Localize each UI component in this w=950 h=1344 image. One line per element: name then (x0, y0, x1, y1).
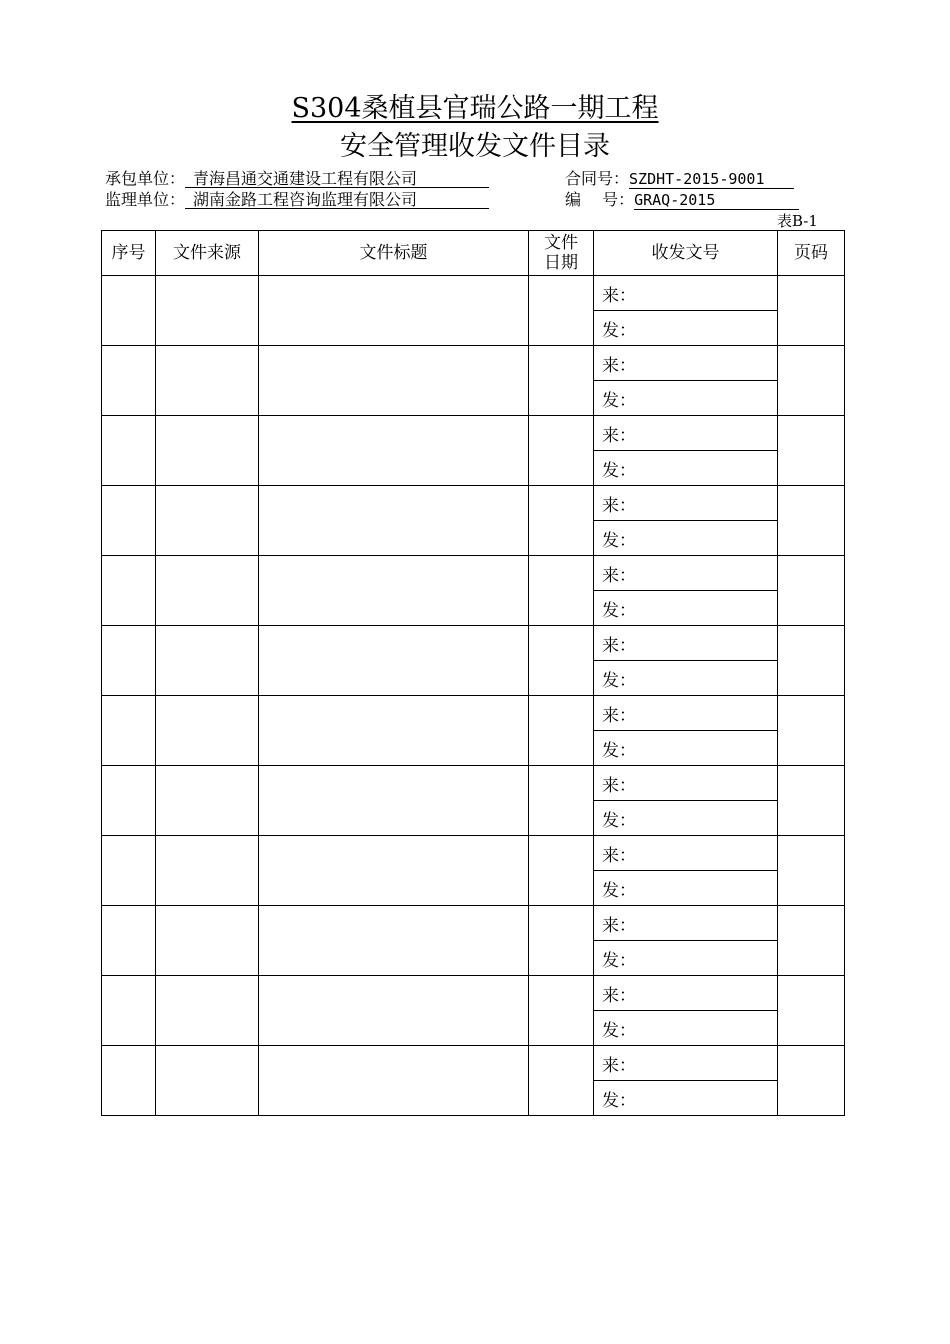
cell-received-no[interactable]: 来： (594, 346, 778, 381)
cell-received-no[interactable]: 来： (594, 906, 778, 941)
cell-date[interactable] (529, 766, 594, 836)
cell-title[interactable] (259, 556, 529, 626)
document-subtitle: 安全管理收发文件目录 (340, 131, 610, 162)
cell-seq[interactable] (102, 556, 156, 626)
cell-source[interactable] (156, 416, 259, 486)
cell-received-no[interactable]: 来： (594, 836, 778, 871)
cell-page[interactable] (778, 976, 845, 1046)
cell-title[interactable] (259, 696, 529, 766)
cell-received-no[interactable]: 来： (594, 486, 778, 521)
header-doc-no: 收发文号 (594, 231, 778, 276)
cell-title[interactable] (259, 906, 529, 976)
cell-received-no[interactable]: 来： (594, 1046, 778, 1081)
cell-source[interactable] (156, 626, 259, 696)
cell-source[interactable] (156, 276, 259, 346)
cell-seq[interactable] (102, 976, 156, 1046)
cell-date[interactable] (529, 416, 594, 486)
contractor-line (105, 169, 489, 189)
supervisor-value: 湖南金路工程咨询监理有限公司 (185, 191, 489, 209)
cell-page[interactable] (778, 416, 845, 486)
cell-date[interactable] (529, 696, 594, 766)
cell-page[interactable] (778, 836, 845, 906)
cell-title[interactable] (259, 486, 529, 556)
cell-source[interactable] (156, 1046, 259, 1116)
cell-title[interactable] (259, 276, 529, 346)
cell-source[interactable] (156, 976, 259, 1046)
contract-number-label: 合同号： (565, 169, 630, 188)
cell-page[interactable] (778, 696, 845, 766)
cell-source[interactable] (156, 696, 259, 766)
cell-date[interactable] (529, 486, 594, 556)
cell-sent-no[interactable]: 发： (594, 591, 778, 626)
header-source: 文件来源 (156, 231, 259, 276)
cell-seq[interactable] (102, 696, 156, 766)
cell-source[interactable] (156, 346, 259, 416)
cell-date[interactable] (529, 556, 594, 626)
cell-sent-no[interactable]: 发： (594, 661, 778, 696)
table-row (102, 696, 845, 731)
document-title (0, 92, 950, 126)
cell-seq[interactable] (102, 766, 156, 836)
header-seq: 序号 (102, 231, 156, 276)
cell-page[interactable] (778, 556, 845, 626)
cell-sent-no[interactable]: 发： (594, 731, 778, 766)
cell-date[interactable] (529, 836, 594, 906)
cell-seq[interactable] (102, 416, 156, 486)
cell-seq[interactable] (102, 626, 156, 696)
cell-date[interactable] (529, 346, 594, 416)
cell-seq[interactable] (102, 836, 156, 906)
contractor-value: 青海昌通交通建设工程有限公司 (185, 170, 489, 188)
cell-date[interactable] (529, 906, 594, 976)
cell-title[interactable] (259, 346, 529, 416)
table-row (102, 976, 845, 1011)
table-row (102, 766, 845, 801)
cell-received-no[interactable]: 来： (594, 556, 778, 591)
cell-seq[interactable] (102, 486, 156, 556)
title-line-1: S304桑植县官瑞公路一期工程 (291, 93, 659, 124)
cell-date[interactable] (529, 1046, 594, 1116)
cell-received-no[interactable]: 来： (594, 976, 778, 1011)
cell-received-no[interactable]: 来： (594, 696, 778, 731)
cell-received-no[interactable]: 来： (594, 626, 778, 661)
cell-received-no[interactable]: 来： (594, 766, 778, 801)
cell-title[interactable] (259, 626, 529, 696)
cell-sent-no[interactable]: 发： (594, 801, 778, 836)
header-date: 文件日期 (529, 231, 594, 276)
table-row (102, 906, 845, 941)
cell-page[interactable] (778, 906, 845, 976)
table-row (102, 276, 845, 311)
cell-source[interactable] (156, 486, 259, 556)
cell-source[interactable] (156, 766, 259, 836)
table-row (102, 626, 845, 661)
table-header-row (102, 231, 845, 276)
table-row (102, 1046, 845, 1081)
cell-page[interactable] (778, 276, 845, 346)
cell-seq[interactable] (102, 276, 156, 346)
header-page: 页码 (778, 231, 845, 276)
cell-sent-no[interactable]: 发： (594, 521, 778, 556)
cell-page[interactable] (778, 486, 845, 556)
cell-title[interactable] (259, 416, 529, 486)
header-title: 文件标题 (259, 231, 529, 276)
cell-date[interactable] (529, 276, 594, 346)
cell-page[interactable] (778, 346, 845, 416)
cell-sent-no[interactable]: 发： (594, 311, 778, 346)
serial-number-line (565, 190, 799, 210)
cell-seq[interactable] (102, 346, 156, 416)
serial-number-value: GRAQ-2015 (634, 192, 799, 210)
file-register-table (101, 230, 845, 1116)
cell-seq[interactable] (102, 1046, 156, 1116)
contract-number-line (565, 169, 794, 189)
cell-received-no[interactable]: 来： (594, 276, 778, 311)
table-row (102, 836, 845, 871)
cell-sent-no[interactable]: 发： (594, 1011, 778, 1046)
table-row (102, 346, 845, 381)
table-row (102, 416, 845, 451)
cell-sent-no[interactable]: 发： (594, 1081, 778, 1116)
supervisor-line (105, 190, 489, 210)
cell-date[interactable] (529, 626, 594, 696)
cell-title[interactable] (259, 976, 529, 1046)
table-row (102, 486, 845, 521)
cell-page[interactable] (778, 1046, 845, 1116)
cell-page[interactable] (778, 766, 845, 836)
form-number: 表B-1 (777, 212, 818, 230)
cell-seq[interactable] (102, 906, 156, 976)
cell-title[interactable] (259, 836, 529, 906)
cell-received-no[interactable]: 来： (594, 416, 778, 451)
cell-title[interactable] (259, 1046, 529, 1116)
contractor-label: 承包单位： (105, 169, 186, 188)
cell-source[interactable] (156, 906, 259, 976)
cell-sent-no[interactable]: 发： (594, 941, 778, 976)
table-row (102, 556, 845, 591)
cell-sent-no[interactable]: 发： (594, 451, 778, 486)
cell-sent-no[interactable]: 发： (594, 381, 778, 416)
contract-number-value: SZDHT-2015-9001 (629, 171, 794, 189)
cell-source[interactable] (156, 836, 259, 906)
cell-source[interactable] (156, 556, 259, 626)
serial-number-label: 编 号： (565, 190, 635, 209)
cell-sent-no[interactable]: 发： (594, 871, 778, 906)
cell-title[interactable] (259, 766, 529, 836)
supervisor-label: 监理单位： (105, 190, 186, 209)
cell-page[interactable] (778, 626, 845, 696)
cell-date[interactable] (529, 976, 594, 1046)
